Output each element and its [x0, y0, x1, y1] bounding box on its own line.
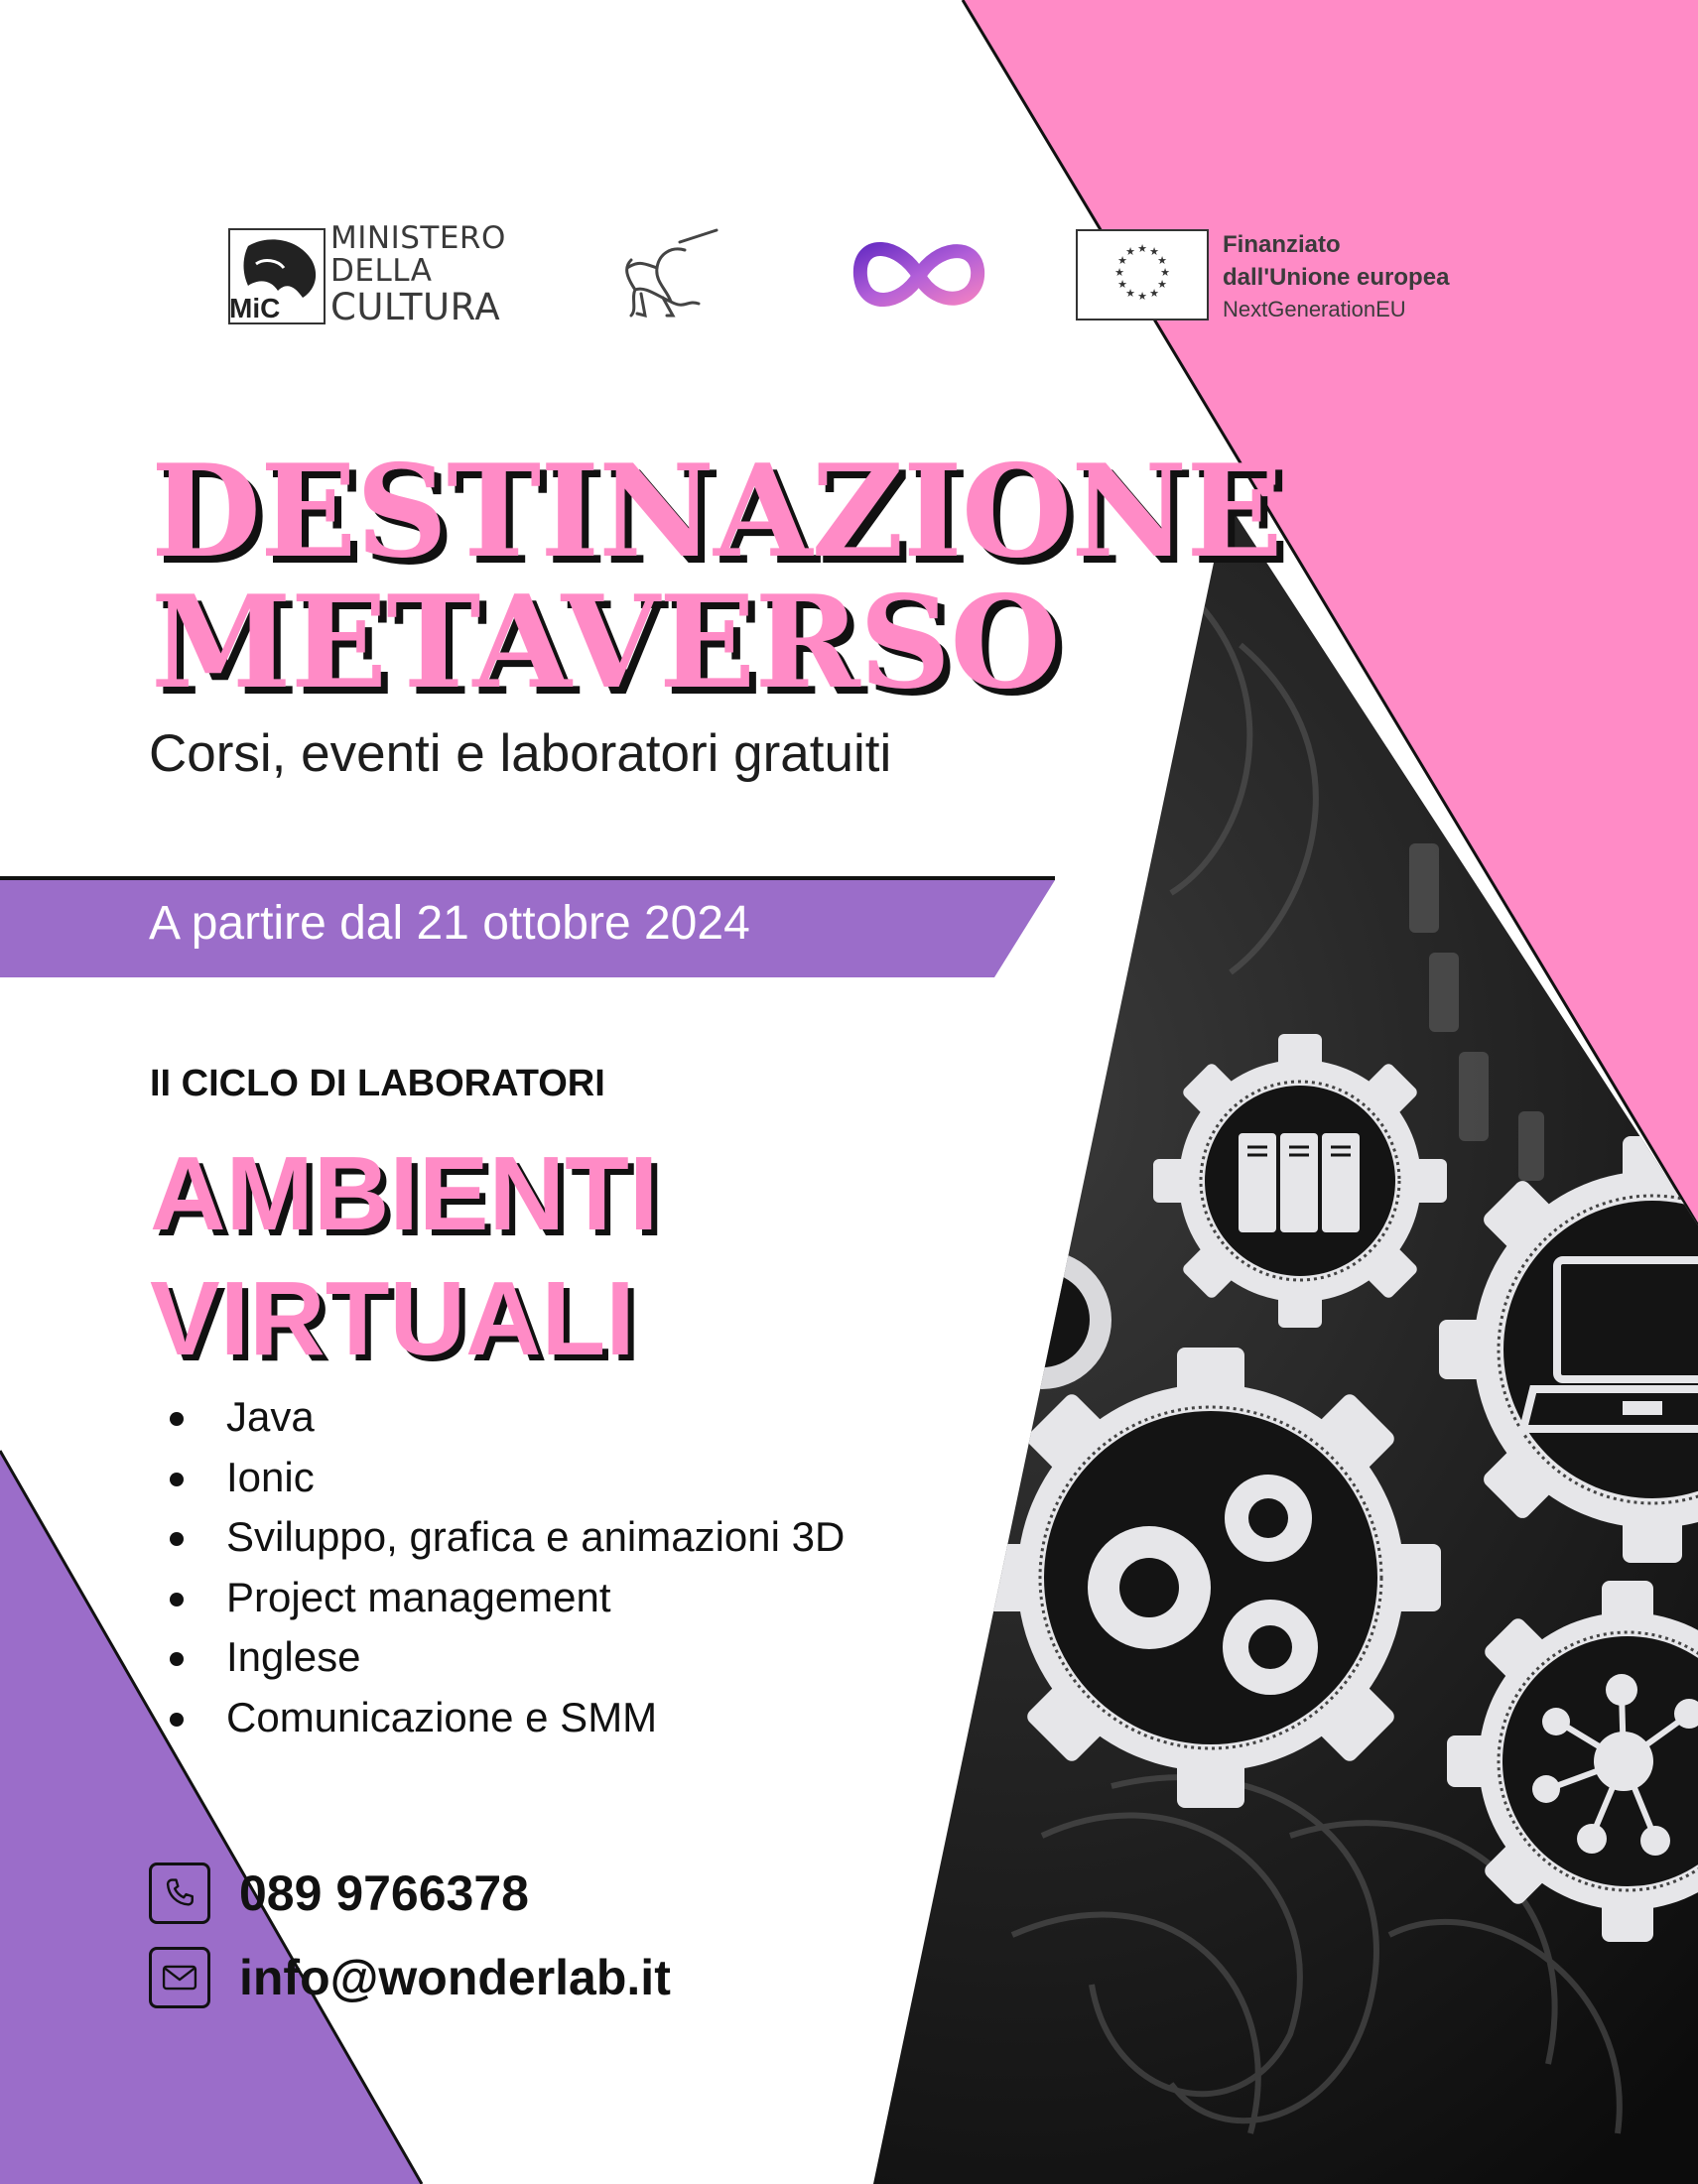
bullet-icon	[170, 1652, 184, 1666]
svg-text:★: ★	[1160, 266, 1170, 279]
phone-icon	[149, 1863, 210, 1924]
svg-text:★: ★	[1117, 278, 1127, 291]
email-address: info@wonderlab.it	[239, 1950, 671, 2005]
svg-text:★: ★	[1149, 287, 1159, 300]
eu-line-2: dall'Unione europea	[1223, 264, 1450, 291]
svg-text:★: ★	[1114, 266, 1124, 279]
svg-text:★: ★	[1125, 245, 1135, 258]
mail-icon	[149, 1947, 210, 2008]
eu-line-3: NextGenerationEU	[1223, 297, 1406, 321]
topic-label: Comunicazione e SMM	[226, 1693, 658, 1740]
topic-label: Sviluppo, grafica e animazioni 3D	[226, 1513, 846, 1560]
infinity-logo-icon	[860, 249, 978, 300]
mic-badge: MiC	[229, 293, 281, 323]
bullet-icon	[170, 1713, 184, 1727]
program-title-line-2: VIRTUALI	[150, 1260, 635, 1377]
svg-text:★: ★	[1157, 278, 1167, 291]
ministry-logo-text	[330, 222, 506, 327]
topic-label: Project management	[226, 1573, 611, 1620]
page-title	[151, 438, 1282, 717]
eu-flag-icon	[1077, 230, 1208, 320]
list-item	[164, 1387, 845, 1448]
bullet-icon	[170, 1412, 184, 1426]
topic-label: Java	[226, 1393, 315, 1440]
svg-text:★: ★	[1117, 254, 1127, 267]
svg-text:★: ★	[1149, 245, 1159, 258]
cycle-label: II CICLO DI LABORATORI	[150, 1063, 605, 1104]
unicorn-logo-icon	[627, 230, 717, 316]
page-subtitle: Corsi, eventi e laboratori gratuiti	[149, 724, 892, 783]
topic-label: Ionic	[226, 1453, 315, 1500]
email-contact[interactable]	[149, 1945, 671, 2010]
servers-gear-icon	[1153, 1034, 1447, 1328]
list-item	[164, 1507, 845, 1568]
cogs-gear-icon	[980, 1348, 1441, 1808]
bullet-icon	[170, 1593, 184, 1606]
ministry-line-1: MINISTERO	[330, 220, 506, 256]
date-banner-text: A partire dal 21 ottobre 2024	[149, 897, 750, 950]
svg-text:★: ★	[1125, 287, 1135, 300]
eu-line-1: Finanziato	[1223, 231, 1341, 258]
ministry-line-2: DELLA	[330, 253, 433, 289]
list-item	[164, 1688, 845, 1748]
program-title-line-1: AMBIENTI	[150, 1135, 659, 1252]
title-line-2: METAVERSO	[151, 569, 1060, 717]
topic-list	[164, 1387, 845, 1747]
title-line-1: DESTINAZIONE	[151, 438, 1282, 586]
topic-label: Inglese	[226, 1633, 361, 1680]
list-item	[164, 1568, 845, 1628]
list-item	[164, 1627, 845, 1688]
list-item	[164, 1448, 845, 1508]
phone-number: 089 9766378	[239, 1865, 529, 1921]
phone-contact[interactable]	[149, 1861, 529, 1926]
bullet-icon	[170, 1473, 184, 1486]
ministry-line-3: CULTURA	[330, 286, 501, 328]
svg-text:★: ★	[1137, 242, 1147, 255]
svg-text:★: ★	[1157, 254, 1167, 267]
svg-text:★: ★	[1137, 290, 1147, 303]
eu-funding-text	[1223, 228, 1449, 325]
program-title	[150, 1131, 658, 1381]
bullet-icon	[170, 1532, 184, 1546]
